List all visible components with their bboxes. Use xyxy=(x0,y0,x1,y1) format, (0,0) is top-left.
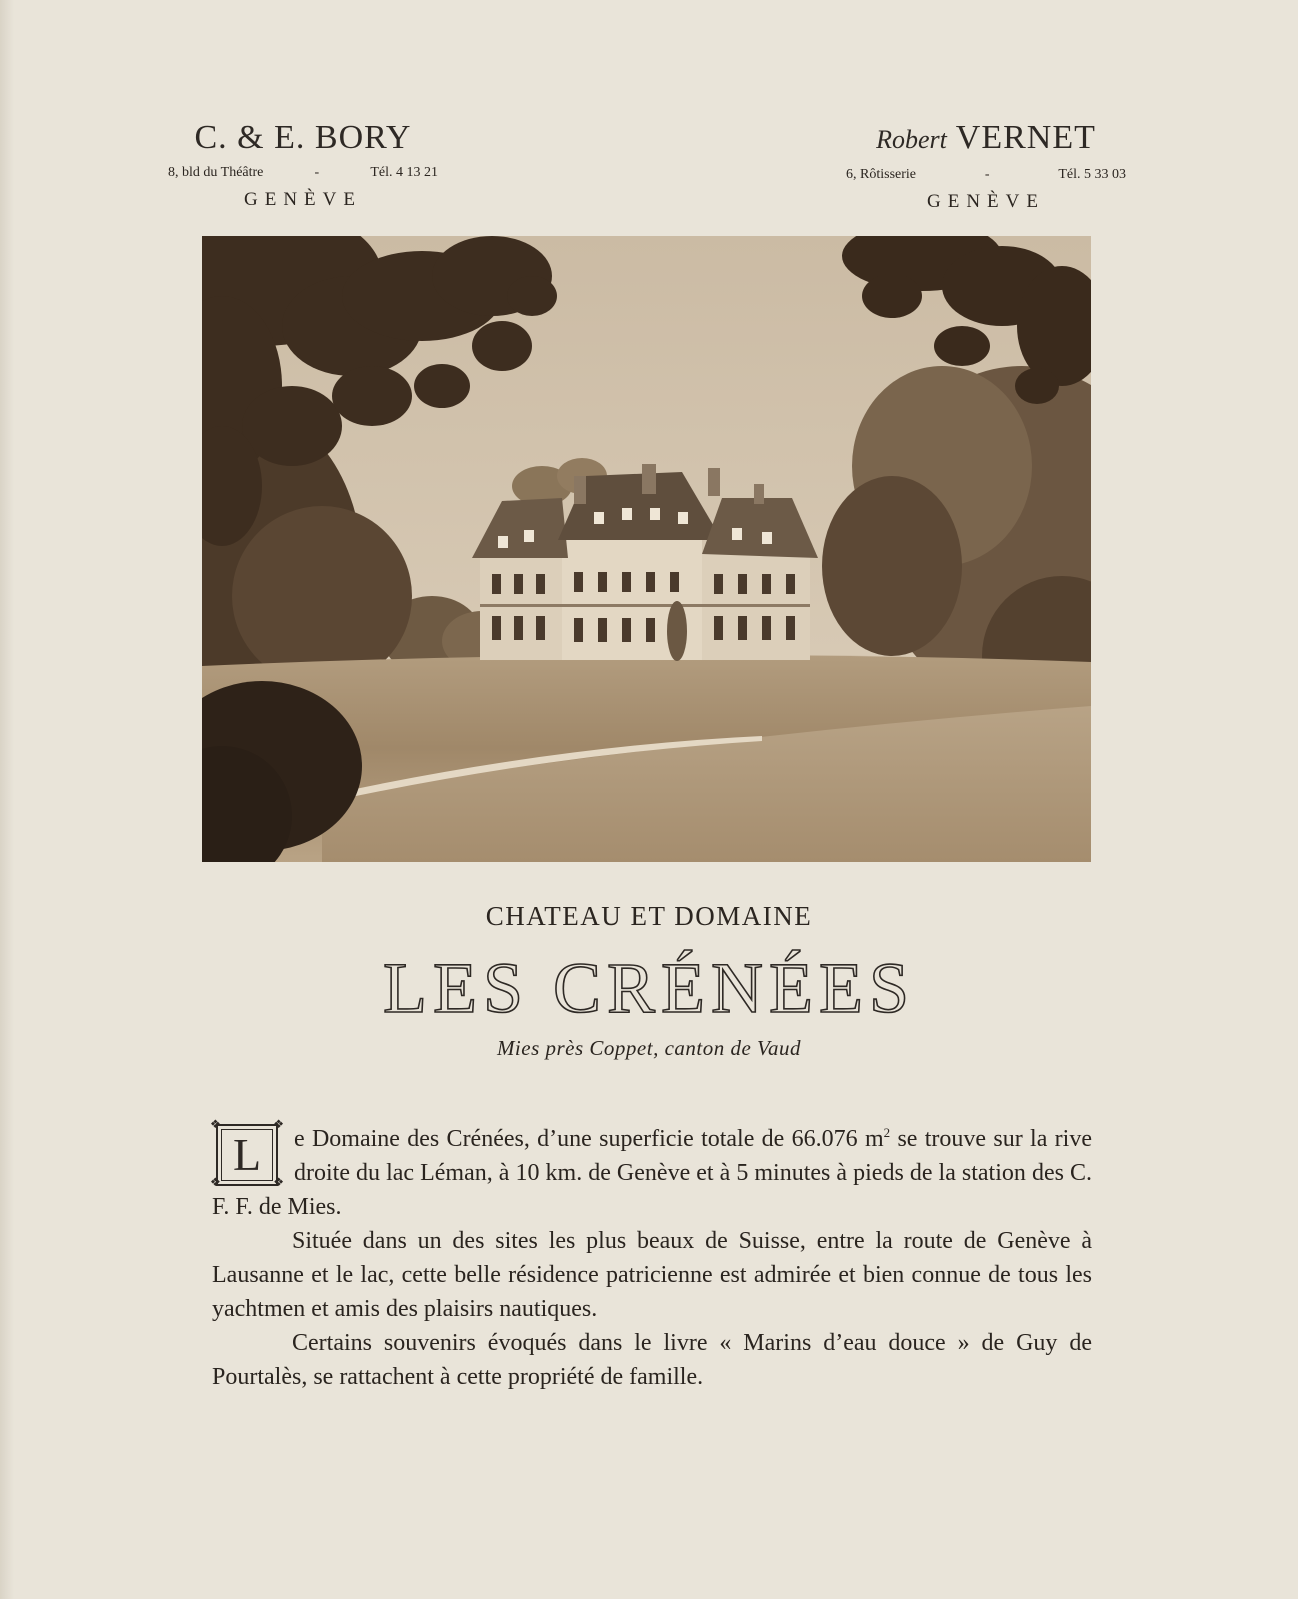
agent-bory-phone: Tél. 4 13 21 xyxy=(370,165,438,180)
agent-vernet-phone: Tél. 5 33 03 xyxy=(1058,167,1126,182)
agent-bory-address: 8, bld du Théâtre xyxy=(168,165,264,180)
paragraph-1-text: e Domaine des Crénées, d’une superficie totale de 66.076 m xyxy=(294,1126,884,1152)
ornament-icon: ❖ xyxy=(273,1117,284,1131)
chateau-photograph xyxy=(202,236,1091,862)
agent-vernet-first-name: Robert xyxy=(876,125,947,154)
ornament-icon: ❖ xyxy=(273,1175,284,1189)
ornament-icon: ❖ xyxy=(210,1117,221,1131)
dropcap-letter: L xyxy=(232,1129,262,1180)
agent-bory-contact xyxy=(168,162,438,184)
agent-vernet xyxy=(846,118,1126,216)
heading-location: Mies près Coppet, canton de Vaud xyxy=(496,1036,802,1060)
heading-subtitle: CHATEAU ET DOMAINE xyxy=(485,901,813,931)
page-edge xyxy=(0,0,14,1599)
agent-vernet-last-name: VERNET xyxy=(955,119,1096,156)
agent-bory xyxy=(168,118,438,214)
body-text xyxy=(212,1116,1092,1394)
agent-bory-separator: - xyxy=(314,165,320,180)
paragraph-3: Certains souvenirs évoqués dans le livre « Marins d’eau douce » de Guy de Pourtalès, se rattachent à cette propriété de famille. xyxy=(212,1330,1092,1390)
heading-title: LES CRÉNÉES xyxy=(382,948,916,1028)
chateau-photograph-drawing xyxy=(202,236,1091,862)
dropcap xyxy=(210,1117,284,1189)
agent-vernet-separator: - xyxy=(984,167,990,182)
paragraph-1-text-cont: se trouve sur la rive droite du lac Léman, à 10 km. de Genève et à 5 minutes à pieds de la station des C. F. F. de Mies. xyxy=(212,1126,1092,1220)
agent-vernet-city: GENÈVE xyxy=(927,191,1045,212)
agent-bory-name: C. & E. BORY xyxy=(194,119,412,156)
paragraph-2: Située dans un des sites les plus beaux de Suisse, entre la route de Genève à Lausanne et le lac, cette belle résidence patricienne est admirée et bien connue de tous les yachtmen et amis des plaisirs nautiques. xyxy=(212,1228,1092,1322)
agent-vernet-name xyxy=(846,118,1126,160)
paragraph-1 xyxy=(212,1116,1092,1224)
agent-vernet-contact xyxy=(846,164,1126,186)
agent-vernet-address: 6, Rôtisserie xyxy=(846,167,916,182)
superscript-2: 2 xyxy=(883,1125,891,1140)
ornament-icon: ❖ xyxy=(210,1175,221,1189)
agent-bory-city: GENÈVE xyxy=(244,189,362,210)
